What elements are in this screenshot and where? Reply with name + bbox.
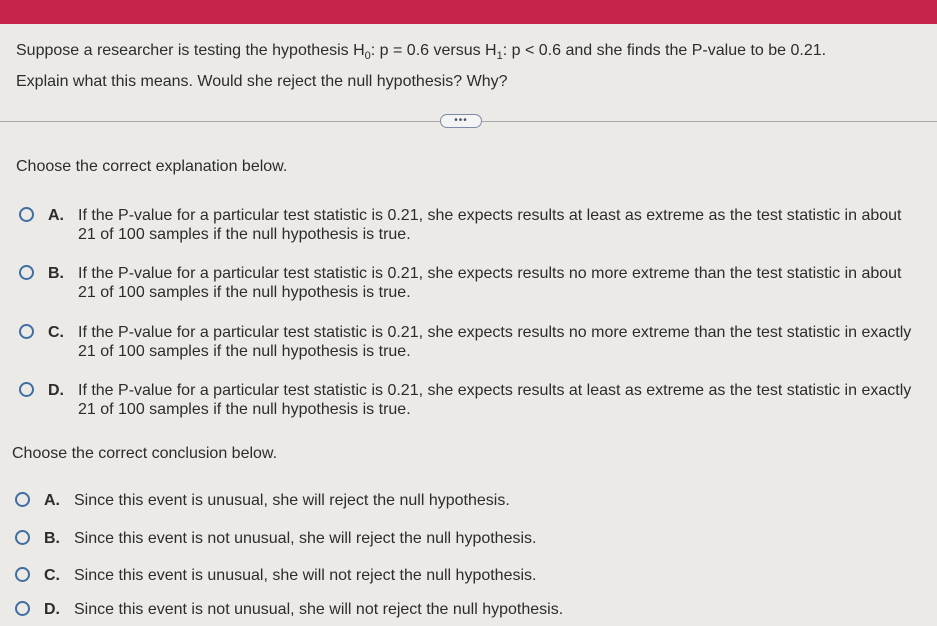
radio-button[interactable] <box>15 530 30 545</box>
option-text: If the P-value for a particular test statistic is 0.21, she expects results no more extreme than the test statistic in exactly 21 of 100 samples if the null hypothesis is true. <box>78 324 912 360</box>
radio-button[interactable] <box>19 207 34 222</box>
option-letter: B. <box>48 265 64 282</box>
option-text: If the P-value for a particular test statistic is 0.21, she expects results no more extreme than the test statistic in about 21 of 100 samples if the null hypothesis is true. <box>78 265 902 301</box>
conclusion-option-a[interactable] <box>15 491 915 510</box>
conclusion-option-b[interactable] <box>15 529 915 548</box>
explanation-option-d[interactable] <box>19 381 919 419</box>
radio-button[interactable] <box>15 601 30 616</box>
radio-button[interactable] <box>19 324 34 339</box>
conclusion-option-d[interactable] <box>15 600 915 619</box>
radio-button[interactable] <box>15 567 30 582</box>
option-letter: C. <box>44 567 60 584</box>
radio-button[interactable] <box>15 492 30 507</box>
option-text: Since this event is not unusual, she will reject the null hypothesis. <box>74 530 537 547</box>
question-line-1: Suppose a researcher is testing the hypothesis $H_0$: p = 0.6 versus $H_1$: p < 0.6 and she finds the P-value to be 0.21. <box>16 42 827 63</box>
option-letter: B. <box>44 530 60 547</box>
explanation-option-c[interactable] <box>19 323 919 361</box>
option-letter: A. <box>44 492 60 509</box>
option-text: Since this event is not unusual, she will not reject the null hypothesis. <box>74 601 564 618</box>
option-text: Since this event is unusual, she will not reject the null hypothesis. <box>74 567 537 584</box>
radio-button[interactable] <box>19 265 34 280</box>
option-letter: C. <box>48 324 64 341</box>
option-letter: A. <box>48 207 64 224</box>
conclusion-prompt: Choose the correct conclusion below. <box>12 445 278 462</box>
explanation-option-b[interactable] <box>19 264 919 302</box>
explanation-prompt: Choose the correct explanation below. <box>16 158 288 175</box>
option-letter: D. <box>44 601 60 618</box>
more-button[interactable]: ••• <box>440 114 482 128</box>
radio-button[interactable] <box>19 382 34 397</box>
conclusion-option-c[interactable] <box>15 566 915 585</box>
option-text: If the P-value for a particular test statistic is 0.21, she expects results at least as extreme as the test statistic in about 21 of 100 samples if the null hypothesis is true. <box>78 207 902 243</box>
option-letter: D. <box>48 382 64 399</box>
option-text: Since this event is unusual, she will reject the null hypothesis. <box>74 492 510 509</box>
header-bar <box>0 0 937 24</box>
explanation-option-a[interactable] <box>19 206 919 244</box>
question-text <box>16 38 921 95</box>
option-text: If the P-value for a particular test statistic is 0.21, she expects results at least as extreme as the test statistic in exactly 21 of 100 samples if the null hypothesis is true. <box>78 382 912 418</box>
question-line-2: Explain what this means. Would she reject the null hypothesis? Why? <box>16 73 508 91</box>
